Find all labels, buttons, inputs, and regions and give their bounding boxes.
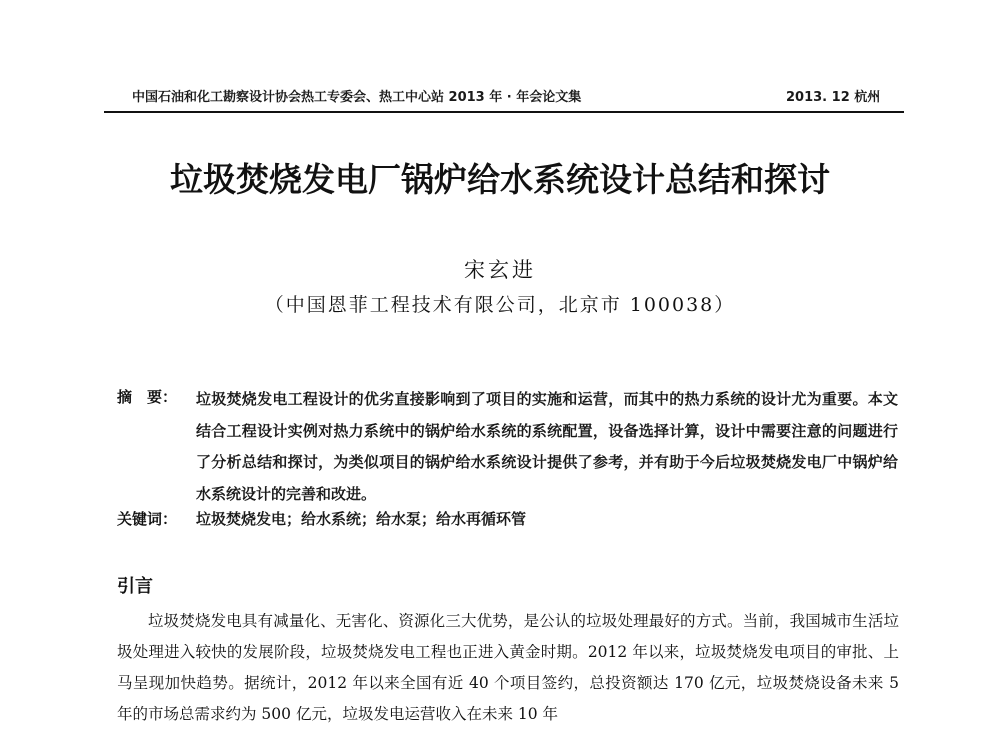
author-affiliation: （中国恩菲工程技术有限公司，北京市 100038） [264, 294, 736, 316]
keywords-text: 垃圾焚烧发电；给水系统；给水泵；给水再循环管 [196, 510, 527, 528]
abstract-text: 垃圾焚烧发电工程设计的优劣直接影响到了项目的实施和运营，而其中的热力系统的设计尤为重要。本文结合工程设计实例对热力系统中的锅炉给水系统的系统配置，设备选择计算，设计中需要注意的问题进行了分析总结和探讨，为类似项目的锅炉给水系统设计提供了参考，并有助于今后垃圾焚烧发电厂中锅炉给水系统设计的完善和改进。 [196, 390, 898, 503]
running-header-left: 中国石油和化工勘察设计协会热工专委会、热工中心站 2013 年 · 年会论文集 [132, 90, 582, 105]
keywords-label: 关键词： [117, 510, 178, 528]
running-header-right: 2013. 12 杭州 [786, 90, 881, 105]
header-rule [104, 111, 904, 113]
section-heading-introduction: 引言 [117, 576, 153, 597]
author-name: 宋玄进 [464, 258, 536, 282]
abstract-label: 摘 要： [117, 388, 178, 406]
introduction-paragraph: 垃圾焚烧发电具有减量化、无害化、资源化三大优势，是公认的垃圾处理最好的方式。当前，我国城市生活垃圾处理进入较快的发展阶段，垃圾焚烧发电工程也正进入黄金时期。2012 年以来，垃圾焚烧发电项目的审批、上马呈现加快趋势。据统计，2012 年以来全国有近 40 个项目签约，总投资额达 170 亿元，垃圾焚烧设备未来 5 年的市场总需求约为 500 亿元，垃圾发电运营收入在未来 10 年 [117, 612, 899, 723]
paper-title: 垃圾焚烧发电厂锅炉给水系统设计总结和探讨 [170, 160, 830, 199]
